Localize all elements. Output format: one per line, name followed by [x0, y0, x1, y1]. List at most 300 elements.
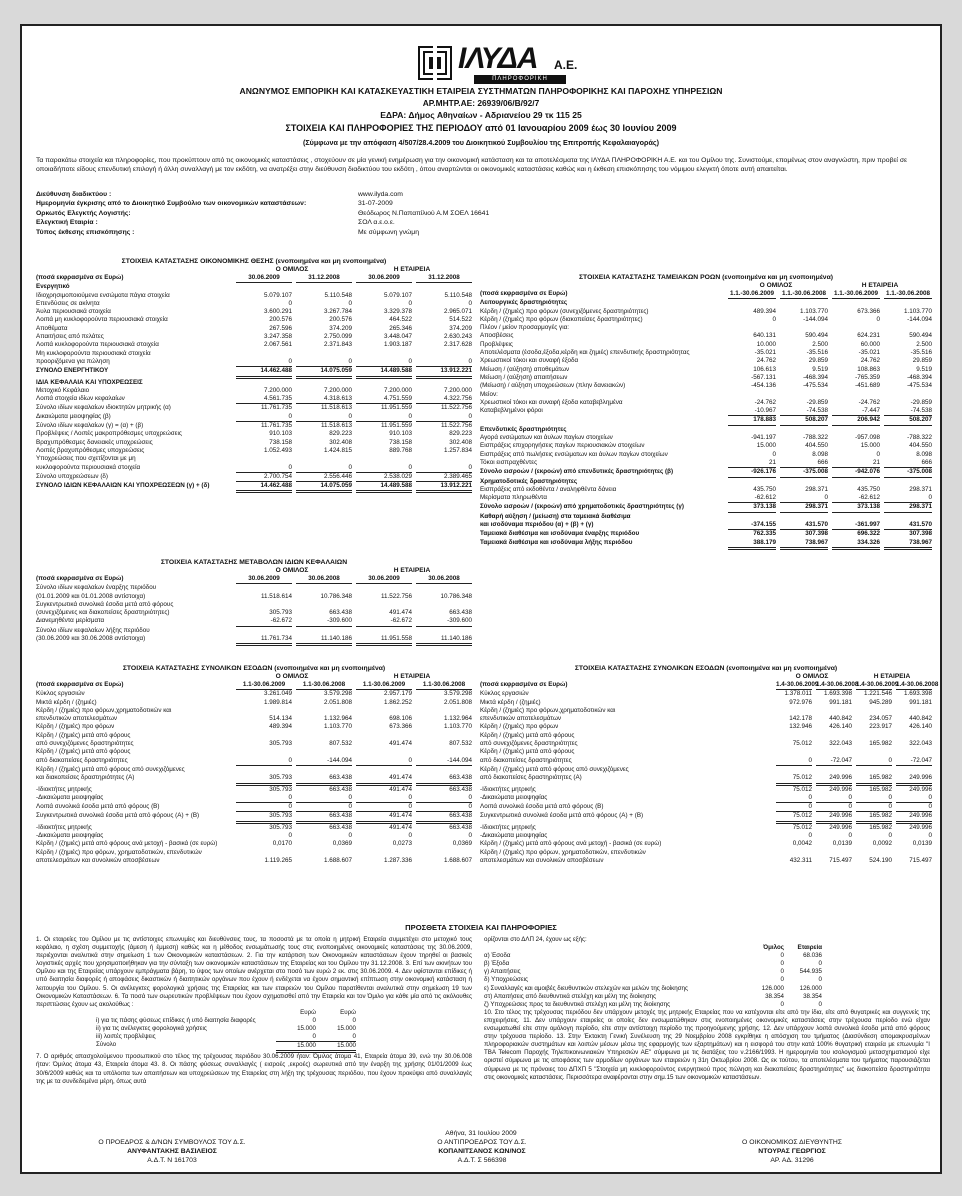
related-party-row: β) Έξοδα 0 0 [484, 960, 822, 968]
cell-value: 404.550 [909, 442, 932, 450]
table-row [480, 459, 932, 468]
table-row [36, 766, 472, 774]
cell-value: 829.223 [329, 430, 352, 438]
info-value: 31-07-2009 [358, 200, 393, 208]
cell-value: 663.438 [329, 785, 352, 793]
cell-value: 302.408 [449, 438, 472, 446]
cell-value: -35.021 [858, 349, 880, 357]
cell-value: 0 [348, 299, 352, 307]
row-label: Κέρδη / (ζημιές) προ φόρων [36, 723, 115, 731]
cell-value: 249.996 [816, 812, 852, 823]
table-row [480, 849, 932, 857]
table-row [36, 464, 472, 473]
cell-value: 514.134 [269, 715, 292, 723]
cell-value: 1.693.398 [823, 690, 852, 698]
row-label: Μικτά κέρδη / (ζημιές) [480, 698, 541, 706]
cell-value: 30.06.2008 [296, 575, 352, 584]
row-label: Χρεωστικοί τόκοι και συναφή έξοδα [480, 357, 579, 365]
column-header-row [480, 681, 939, 690]
table-row [36, 300, 472, 308]
table-row [480, 478, 932, 486]
cell-value: 165.982 [869, 785, 892, 793]
cell-value [356, 766, 412, 774]
related-parties-table [484, 952, 930, 1009]
cell-value: 4.322.756 [416, 395, 472, 404]
cell-value [296, 748, 352, 756]
cell-value [416, 766, 472, 774]
info-row [36, 218, 556, 227]
table-row [36, 341, 472, 349]
cell-value: 4.561.735 [236, 395, 292, 404]
cell-value [296, 849, 352, 857]
table-row [36, 627, 472, 635]
cell-value: 388.179 [728, 539, 776, 550]
cell-value: 1.287.336 [383, 856, 412, 864]
row-label: Εισπράξεις από εκδοθέντα / αναληφθέντα δάνεια [480, 485, 617, 493]
cell-value: -475.534 [803, 382, 828, 390]
cell-value [356, 601, 412, 609]
row-label: (ποσά εκφρασμένα σε Ευρώ) [36, 681, 124, 688]
info-value: Με σύμφωνη γνώμη [358, 228, 419, 236]
cell-value: 13.912.221 [416, 367, 472, 378]
provision-row: Ευρώ Ευρώ [300, 1008, 356, 1016]
cell-value [780, 513, 828, 521]
cell-value: 322.043 [909, 740, 932, 748]
cell-value: 0 [776, 757, 812, 766]
table-row [36, 794, 472, 803]
cell-value [296, 627, 352, 635]
table-row [36, 740, 472, 748]
table-row [36, 832, 472, 840]
notes-title: ΠΡΟΣΘΕΤΑ ΣΤΟΙΧΕΙΑ ΚΑΙ ΠΛΗΡΟΦΟΡΙΕΣ [405, 923, 557, 932]
table-row [36, 707, 472, 715]
cell-value: -454.136 [751, 382, 776, 390]
cell-value: 0 [772, 315, 776, 323]
cell-value: 0 [896, 794, 932, 803]
cell-value: 426.140 [909, 723, 932, 731]
row-label: Κύκλος εργασιών [480, 690, 529, 698]
cell-value [832, 324, 880, 332]
notes-paragraph-10: 10. Στο τέλος της τρέχουσας περιόδου δεν υπάρχουν μετοχές της μητρικής Εταιρείας που να κατέχονται είτε από την ίδια, είτε από θυγατρικές και συγγενείς της επιχειρήσεις. 11. Δεν υπάρχουν εταιρείες οι οποίες δεν ενσωματώθηκαν στις ενοποιημένες οικονομικές καταστάσεις στην τρέχουσα περίοδο ενώ είχαν ενσωματωθεί είτε στην ομόλογη περίοδο, είτε στην αντίστοιχη περίοδο της προηγούμενης χρήσης. 12. Δεν υπάρχουν λοιπά συνολικά έσοδα μετά από φόρους στην τρέχουσα περίοδο. 13. Στην Έκτακτη Γενική Συνέλευση της 29 Νοεμβρίου 2008 εγκρίθηκε η απόσχιση του τμήματος (Διασύνδεση απομακρυσμένων πληροφοριακών συστημάτων και λοιπών μέσων μέσω της εφαρμογής των εξαρτημάτων) και η εισφορά του στην κατά 100% θυγατρική εταιρεία με επωνυμία "Ι TBA Telecom Παροχής Τηλεπικοινωνιακών Υπηρεσιών ΑΕ" σύμφωνα με τις διατάξεις του ν.2166/1993. Η ημερομηνία του ισολογισμού μετασχηματισμού είχε οριστεί σύμφωνα με τις αποφάσεις των αρμοδίων οργάνων των εταιρειών η 31η Οκτωβρίου 2008. Ως εκ τούτου, τα αποτελέσματα του τμήματος παρουσιάζεται σύμφωνα με τις πρόνοιες του ΔΠΧΠ 5 "Στοιχεία μη κυκλοφορούντος ενεργητικού προς πώληση και διακοπείσες δραστηριότητες" ως διακοπείσα δραστηριότητα στις οικονομικές καταστάσεις. Περισσότερα αναφέρονται στην σημ.15 των οικονομικών καταστάσεων. [484, 1008, 930, 1081]
cell-value: 0 [848, 832, 852, 840]
cell-value: 10.786.348 [320, 592, 352, 600]
cell-value [780, 299, 828, 307]
cell-value [296, 379, 352, 387]
cell-value: 14.075.059 [296, 367, 352, 378]
cell-value: 1.693.398 [903, 690, 932, 698]
cell-value: 889.768 [389, 446, 412, 454]
cell-value: 0,0369 [332, 840, 352, 848]
table-row [36, 358, 472, 367]
cell-value [856, 748, 892, 756]
row-label: Καταβεβλημένοι φόροι [480, 407, 543, 415]
cell-value: 30.06.2009 [356, 274, 412, 283]
cell-value [884, 299, 932, 307]
cell-value [832, 478, 880, 486]
cell-value: 11.761.735 [260, 422, 292, 430]
cell-value [236, 601, 292, 609]
cell-value: 663.438 [449, 785, 472, 793]
equity-rows [36, 575, 472, 646]
cell-value: 0 [236, 794, 292, 803]
table-row [36, 422, 472, 430]
cell-value: 2.965.071 [443, 308, 472, 316]
company-logo [418, 44, 608, 84]
cell-value [356, 350, 412, 358]
cell-value: 1.4-30.06.2009 [856, 681, 892, 690]
row-label: Μη κυκλοφορούντα περιουσιακά στοιχεία [36, 349, 151, 357]
table-row [36, 824, 472, 832]
cash-flow-group-header [480, 282, 932, 290]
cell-value [416, 455, 472, 463]
table-row [480, 357, 932, 365]
cell-value: -35.516 [910, 349, 932, 357]
cell-value: 0 [236, 803, 292, 812]
cell-value: 0 [772, 450, 776, 458]
cell-value: 298.371 [780, 503, 828, 512]
cell-value [236, 766, 292, 774]
cell-value: 696.322 [857, 530, 880, 538]
cell-value: 715.497 [909, 856, 932, 864]
company-label: Η ΕΤΑΙΡΕΙΑ [861, 282, 899, 289]
cell-value [296, 732, 352, 740]
info-label: Τύπος έκθεσης επισκόπησης : [36, 228, 135, 236]
table-row [480, 840, 932, 848]
row-label: Αποθέματα [36, 324, 68, 332]
balance-sheet-group-header [36, 266, 472, 274]
cell-value: 305.793 [269, 609, 292, 617]
cell-value: 5.079.107 [263, 291, 292, 299]
cell-value: 200.576 [269, 316, 292, 324]
info-label: Διεύθυνση διαδικτύου : [36, 191, 112, 198]
row-label: Μικτά κέρδη / (ζημιές) [36, 698, 97, 706]
cell-value: 265.346 [389, 324, 412, 332]
cell-value: -74.538 [780, 407, 828, 416]
notes-paragraph-7: 7. Ο αριθμός απασχολούμενου προσωπικού στο τέλος της τρέχουσας περιόδου 30.06.2009 ήταν: Όμιλος άτομα 41, Εταιρεία άτομα 39, ενώ την 30.06.008 ήταν: Όμιλος άτομα 43, Εταιρεία άτομα 43. 8. Οι πάσης φύσεως συναλλαγές ( εισροές ,εκροές) σωρευτικά από την έναρξη της χρήσης 01/01/2009 έως 30/6/2009 καθώς και τα υπόλοιπα των απαιτήσεων και υποχρεώσεων της Εταιρείας στη λήξη της τρέχουσας περιόδου, που έχουν προκύψει από συναλλαγές της με τα συνδεδεμένα μέρη, όπως αυτά [36, 1053, 472, 1085]
cell-value: 1.132.964 [323, 715, 352, 723]
cell-value: 1.4-30.06.2008 [896, 681, 932, 690]
cell-value: -35.021 [754, 349, 776, 357]
cell-value: 508.207 [884, 416, 932, 425]
cell-value [896, 707, 932, 715]
row-label: (ποσά εκφρασμένα σε Ευρώ) [36, 575, 124, 582]
cell-value: 0 [416, 413, 472, 422]
cell-value: 206.942 [832, 416, 880, 425]
cell-value [896, 849, 932, 857]
cell-value: 1.1.-30.06.2008 [780, 290, 828, 299]
cell-value [356, 379, 412, 387]
related-party-row: ζ) Υποχρεώσεις προς τα διευθυντικά στελέχη και μέλη της διοίκησης 0 0 [484, 1000, 822, 1008]
cell-value [816, 766, 852, 774]
cell-value: 178.883 [728, 416, 776, 425]
financial-statement-page [20, 24, 942, 1174]
cell-value [236, 732, 292, 740]
table-row [480, 786, 932, 794]
cell-value [236, 283, 292, 291]
cash-flow-rows [480, 290, 932, 550]
cell-value: -144.094 [416, 757, 472, 766]
cell-value: 1.4-30.06.2009 [776, 681, 812, 690]
row-label: -Δικαιώματα μειοψηφίας [36, 832, 104, 840]
cell-value: 829.223 [449, 430, 472, 438]
row-label: (01.01.2009 και 01.01.2008 αντίστοιχα) [36, 592, 146, 600]
cell-value: -309.600 [416, 617, 472, 626]
row-label: ΣΥΝΟΛΟ ΙΔΙΩΝ ΚΕΦΑΛΑΙΩΝ ΚΑΙ ΥΠΟΧΡΕΩΣΕΩΝ (γ) + (δ) [36, 482, 210, 490]
row-label: από συνεχιζόμενες δραστηριότητες [480, 740, 578, 748]
table-row [36, 857, 472, 865]
cell-value: 910.103 [389, 430, 412, 438]
table-row [480, 513, 932, 521]
cell-value: 234.057 [869, 715, 892, 723]
table-row [36, 292, 472, 300]
cell-value: 3.247.358 [263, 333, 292, 341]
table-row [36, 333, 472, 341]
related-party-row: στ) Απαιτήσεις από διευθυντικά στελέχη και μέλη της διοίκησης 38.354 38.354 [484, 992, 822, 1000]
row-label: Κέρδη / (ζημιές) μετά από φόρους από συνεχιζόμενες [36, 765, 185, 773]
cell-value: 14.462.488 [236, 367, 292, 378]
row-label: Υποχρεώσεις που σχετίζονται με μη [36, 455, 136, 463]
row-label: Λοιπά μη κυκλοφορούντα περιουσιακά στοιχεία [36, 316, 168, 324]
cell-value: 524.190 [869, 856, 892, 864]
table-row [480, 374, 932, 382]
logo-mark-icon [418, 46, 452, 80]
cell-value: 698.106 [389, 715, 412, 723]
cell-value: 3.579.298 [443, 690, 472, 698]
row-label: Εισπράξεις από πωλήσεις ενσώματων και άυλων παγίων στοιχείων [480, 450, 668, 458]
provisions-table [96, 1009, 356, 1053]
cell-value: 0 [236, 413, 292, 422]
cell-value: 15.000 [756, 442, 776, 450]
row-label: Πλέον / μείον προσαρμογές για: [480, 324, 569, 332]
table-row [480, 416, 932, 425]
notes-right-column [484, 936, 930, 1082]
table-row [480, 530, 932, 538]
cell-value: 489.394 [269, 723, 292, 731]
cell-value: -309.600 [296, 617, 352, 626]
cell-value: 5.079.107 [383, 291, 412, 299]
cell-value: 0 [348, 832, 352, 840]
table-row [36, 748, 472, 756]
table-row [36, 690, 472, 698]
cell-value: 491.474 [389, 785, 412, 793]
cell-value: 491.474 [389, 740, 412, 748]
cell-value: 13.912.221 [416, 482, 472, 493]
row-label: Εισπράξεις επιχορηγήσεις παγίων περιουσιακών στοιχείων [480, 442, 645, 450]
row-label: Ταμειακά διαθέσιμα και ισοδύναμα λήξης περιόδου [480, 538, 633, 546]
cell-value [832, 391, 880, 399]
row-label: Χρεωστικοί τόκοι και συναφή έξοδα καταβεβλημένα [480, 398, 623, 406]
cell-value [776, 766, 812, 774]
cell-value: 1.862.252 [383, 698, 412, 706]
cell-value [416, 584, 472, 592]
cell-value: 1.1.-30.06.2009 [728, 290, 776, 299]
row-label: Ενεργητικό [36, 283, 70, 291]
cell-value [416, 748, 472, 756]
cell-value: 7.200.000 [263, 386, 292, 394]
cell-value: 108.863 [857, 365, 880, 373]
row-label: από διακοπείσες δραστηριότητες (Α) [480, 774, 582, 782]
cell-value: 322.043 [829, 740, 852, 748]
equity-changes-title: ΣΤΟΙΧΕΙΑ ΚΑΤΑΣΤΑΣΗΣ ΜΕΤΑΒΟΛΩΝ ΙΔΙΩΝ ΚΕΦΑΛΑΙΩΝ [160, 559, 348, 566]
cell-value: 200.576 [329, 316, 352, 324]
cell-value: 0 [296, 464, 352, 473]
cell-value: 1.1.-30.06.2009 [832, 290, 880, 299]
cell-value: 307.398 [909, 530, 932, 538]
table-row [36, 849, 472, 857]
row-label: Συγκεντρωτικά συνολικά έσοδα μετά από φόρους [36, 600, 174, 608]
registry-number: ΑΡ.ΜΗΤΡ.ΑΕ: 26939/06/Β/92/7 [422, 98, 540, 108]
cell-value: 1.989.814 [263, 698, 292, 706]
cell-value [780, 324, 828, 332]
cell-value [236, 748, 292, 756]
logo-name: ΙΛΥΔΑ [458, 42, 538, 75]
cell-value: 1.103.770 [903, 307, 932, 315]
cell-value [236, 627, 292, 635]
logo-suffix: Α.Ε. [554, 58, 578, 72]
cell-value: 165.982 [856, 812, 892, 823]
balance-sheet-rows [36, 274, 472, 493]
table-row [480, 832, 932, 840]
cell-value [296, 584, 352, 592]
cell-value [236, 379, 292, 387]
table-row [480, 332, 932, 340]
table-row [480, 812, 932, 823]
row-label: -Ιδιοκτήτες μητρικής [480, 823, 536, 831]
related-parties-intro: ορίζονται στο ΔΛΠ 24, έχουν ως εξής: [484, 936, 587, 943]
related-party-row: δ) Υποχρεώσεις 0 0 [484, 976, 822, 984]
cell-value: 666 [780, 459, 828, 468]
cell-value [296, 766, 352, 774]
cell-value: 0 [876, 450, 880, 458]
row-label: Αγορά ενσώματων και άυλων παγίων στοιχείων [480, 434, 613, 442]
cell-value: 2.051.808 [443, 698, 472, 706]
cell-value: -62.612 [832, 494, 880, 503]
row-label: από διακοπείσες δραστηριότητες [36, 756, 128, 764]
row-label: προοριζόμενα για πώληση [36, 357, 110, 365]
cell-value: 302.408 [329, 438, 352, 446]
cell-value: 21 [832, 459, 880, 468]
cell-value: -24.762 [858, 398, 880, 406]
table-row [36, 774, 472, 785]
table-row [36, 812, 472, 823]
cell-value: 11.518.613 [320, 404, 352, 412]
cell-value: 305.793 [236, 812, 292, 823]
cell-value [296, 601, 352, 609]
cell-value: 8.098 [916, 450, 932, 458]
cell-value: 738.967 [780, 539, 828, 550]
row-label: Κέρδη / (ζημιές) μετά από φόρους [480, 731, 575, 739]
row-label: επενδυτικών αποτελεσμάτων [36, 715, 118, 723]
cell-value: -468.394 [803, 373, 828, 381]
cell-value [816, 748, 852, 756]
cell-value [780, 391, 828, 399]
cell-value: 991.181 [909, 698, 932, 706]
income-6m-rows [36, 681, 472, 865]
cell-value: 11.522.756 [440, 422, 472, 430]
row-label: (Μείωση) / αύξηση υποχρεώσεων (πλην δανειακών) [480, 382, 626, 390]
table-row [36, 308, 472, 316]
cell-value: 0 [408, 832, 412, 840]
cell-value [236, 350, 292, 358]
row-label: Μείωση / (αύξηση) απαιτήσεων [480, 373, 568, 381]
cell-value: 807.532 [449, 740, 472, 748]
cell-value: 0 [468, 299, 472, 307]
cell-value: 491.474 [356, 812, 412, 823]
row-label: Λοιπά συνολικά έσοδα μετά από φόρους (Β) [480, 803, 604, 811]
cell-value: 0 [808, 832, 812, 840]
table-row [480, 494, 932, 503]
table-row [36, 316, 472, 324]
cell-value: 3.579.298 [323, 690, 352, 698]
table-row [36, 715, 472, 723]
cell-value: 75.012 [792, 785, 812, 793]
cell-value: 14.075.059 [296, 482, 352, 493]
equity-group-header [36, 567, 472, 575]
table-row [480, 803, 932, 812]
table-row [36, 803, 472, 812]
cell-value [236, 584, 292, 592]
row-label: Κέρδη / (ζημιές) μετά από φόρους ανά μετοχή - βασικά (σε ευρώ) [480, 840, 662, 848]
cell-value: 249.996 [829, 823, 852, 831]
cell-value [296, 283, 352, 291]
company-label: Η ΕΤΑΙΡΕΙΑ [393, 567, 431, 574]
table-row [480, 748, 932, 756]
group-label: Ο ΟΜΙΛΟΣ [759, 282, 793, 289]
cell-value: 0 [856, 803, 892, 812]
row-label: -Δικαιώματα μειοψηφίας [36, 793, 104, 801]
cell-value: 431.570 [884, 521, 932, 530]
related-party-row: α) Έσοδα 0 68.036 [484, 952, 822, 960]
cell-value: 14.462.488 [236, 482, 292, 493]
table-row [480, 824, 932, 832]
cell-value: 305.793 [269, 785, 292, 793]
table-row [480, 503, 932, 512]
cell-value: 11.951.559 [380, 422, 412, 430]
table-row [480, 857, 932, 865]
cell-value: 0 [416, 803, 472, 812]
cell-value: 673.366 [857, 307, 880, 315]
row-label: Ιδιοχρησιμοποιούμενα ενσώματα πάγια στοιχεία [36, 291, 170, 299]
cell-value: 29.859 [808, 357, 828, 365]
cell-value [296, 350, 352, 358]
cell-value: 0 [780, 494, 828, 503]
cell-value [728, 426, 776, 434]
table-row [480, 341, 932, 349]
column-header-row [36, 274, 472, 283]
table-row [36, 455, 472, 463]
cell-value [728, 478, 776, 486]
info-value: www.ilyda.com [358, 191, 403, 198]
table-row [480, 740, 932, 748]
table-row [480, 407, 932, 416]
cell-value: 624.231 [857, 332, 880, 340]
row-label: Κέρδη / (ζημιές) μετά από φόρους [36, 748, 131, 756]
info-label: Ορκωτός Ελεγκτής Λογιστής: [36, 209, 131, 217]
cell-value: 4.318.613 [296, 395, 352, 404]
table-row [36, 283, 472, 291]
row-label: Κέρδη / (ζημιές) μετά από φόρους [36, 731, 131, 739]
cell-value: 374.209 [449, 324, 472, 332]
cell-value: 373.138 [832, 503, 880, 512]
group-label: Ο ΟΜΙΛΟΣ [275, 673, 309, 680]
row-label: επενδυτικών αποτελεσμάτων [480, 715, 562, 723]
table-row [480, 707, 932, 715]
cell-value [780, 426, 828, 434]
cell-value: 0 [896, 803, 932, 812]
cell-value: 489.394 [753, 307, 776, 315]
cell-value: 663.438 [296, 774, 352, 785]
cell-value: 106.613 [753, 365, 776, 373]
